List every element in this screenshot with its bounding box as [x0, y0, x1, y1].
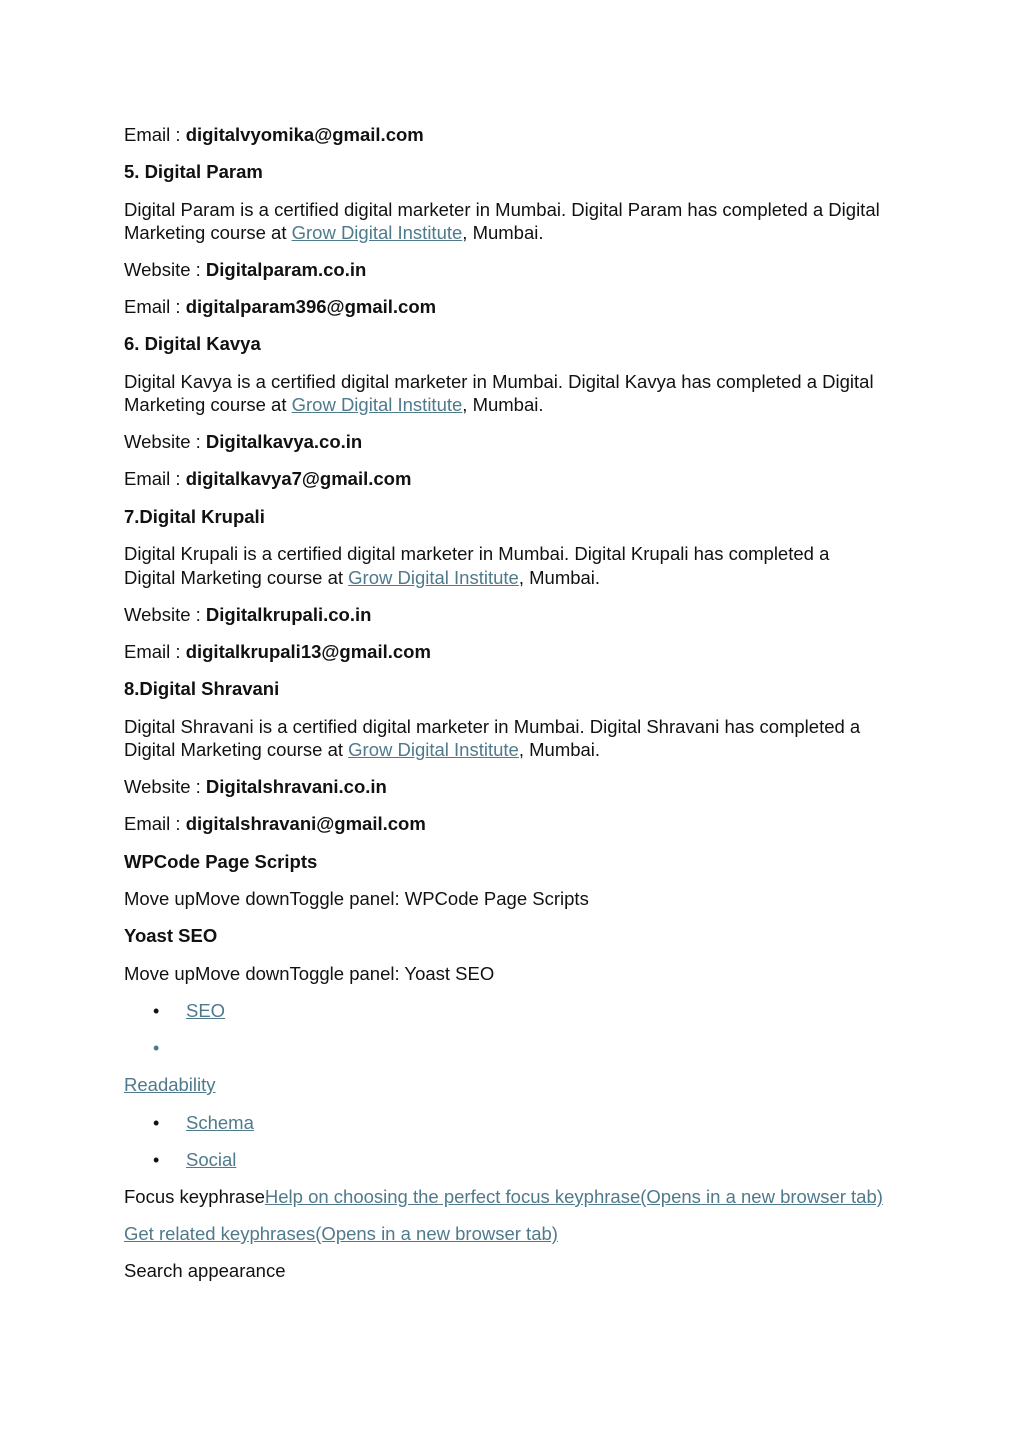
tab-social[interactable]: Social [186, 1149, 237, 1170]
bullet-icon: • [153, 1001, 160, 1021]
entry-heading: 6. Digital Kavya [124, 333, 261, 354]
yoast-panel-controls: Move upMove downToggle panel: Yoast SEO [124, 963, 495, 984]
yoast-heading: Yoast SEO [124, 925, 218, 946]
entry-description-line2: Marketing course at Grow Digital Institute, Mumbai. [124, 394, 544, 415]
entry-description-line1: Digital Shravani is a certified digital marketer in Mumbai. Digital Shravani has completed a [124, 716, 861, 737]
website-value: Digitalkavya.co.in [205, 431, 363, 452]
email-value: digitalvyomika@gmail.com [185, 124, 424, 145]
entry-description-line1: Digital Kavya is a certified digital marketer in Mumbai. Digital Kavya has completed a Digital [124, 371, 874, 392]
entry-heading: 8.Digital Shravani [124, 678, 280, 699]
entry-description-line1: Digital Param is a certified digital marketer in Mumbai. Digital Param has completed a Digital [124, 199, 880, 220]
wpcode-panel-controls: Move upMove downToggle panel: WPCode Page Scripts [124, 888, 589, 909]
website-line: Website : Digitalparam.co.in [124, 259, 367, 280]
website-value: Digitalshravani.co.in [205, 776, 387, 797]
entry-description-line1: Digital Krupali is a certified digital marketer in Mumbai. Digital Krupali has completed a [124, 543, 830, 564]
website-line: Website : Digitalshravani.co.in [124, 776, 387, 797]
grow-digital-institute-link[interactable]: Grow Digital Institute [348, 567, 519, 588]
focus-keyphrase-row [124, 1185, 883, 1208]
related-keyphrases-link[interactable]: Get related keyphrases(Opens in a new browser tab) [124, 1223, 558, 1244]
bullet-icon: • [153, 1150, 160, 1170]
entry-description-line2: Digital Marketing course at Grow Digital Institute, Mumbai. [124, 567, 601, 588]
email-value: digitalshravani@gmail.com [185, 813, 426, 834]
email-line: Email : digitalparam396@gmail.com [124, 296, 437, 317]
tab-schema[interactable]: Schema [186, 1112, 254, 1133]
email-line: Email : digitalshravani@gmail.com [124, 813, 426, 834]
bullet-icon: • [153, 1113, 160, 1133]
bullet-icon: • [153, 1038, 160, 1058]
entry-heading: 7.Digital Krupali [124, 506, 265, 527]
email-value: digitalkavya7@gmail.com [185, 468, 412, 489]
email-line: Email : digitalkrupali13@gmail.com [124, 641, 431, 662]
grow-digital-institute-link[interactable]: Grow Digital Institute [291, 222, 463, 243]
entry-description-line2: Digital Marketing course at Grow Digital Institute, Mumbai. [124, 739, 601, 760]
focus-keyphrase-help-link[interactable]: Help on choosing the perfect focus keyphrase(Opens in a new browser tab) [264, 1186, 883, 1207]
tab-readability-row [124, 1073, 216, 1096]
focus-keyphrase-label: Focus keyphrase [124, 1186, 265, 1207]
email-value: digitalkrupali13@gmail.com [185, 641, 431, 662]
search-appearance-label: Search appearance [124, 1260, 286, 1281]
grow-digital-institute-link[interactable]: Grow Digital Institute [348, 739, 519, 760]
grow-digital-institute-link[interactable]: Grow Digital Institute [291, 394, 463, 415]
email-value: digitalparam396@gmail.com [185, 296, 437, 317]
email-line [124, 123, 424, 146]
email-label: Email : [124, 124, 186, 145]
website-line: Website : Digitalkrupali.co.in [124, 604, 372, 625]
entry-description-line2: Marketing course at Grow Digital Institute, Mumbai. [124, 222, 544, 243]
website-value: Digitalkrupali.co.in [205, 604, 372, 625]
wpcode-heading: WPCode Page Scripts [124, 851, 318, 872]
email-line: Email : digitalkavya7@gmail.com [124, 468, 412, 489]
tab-readability[interactable]: Readability [124, 1074, 216, 1095]
tab-seo[interactable]: SEO [186, 1000, 226, 1021]
website-value: Digitalparam.co.in [205, 259, 367, 280]
website-line: Website : Digitalkavya.co.in [124, 431, 363, 452]
entry-heading: 5. Digital Param [124, 161, 263, 182]
related-keyphrases-row [124, 1222, 558, 1245]
